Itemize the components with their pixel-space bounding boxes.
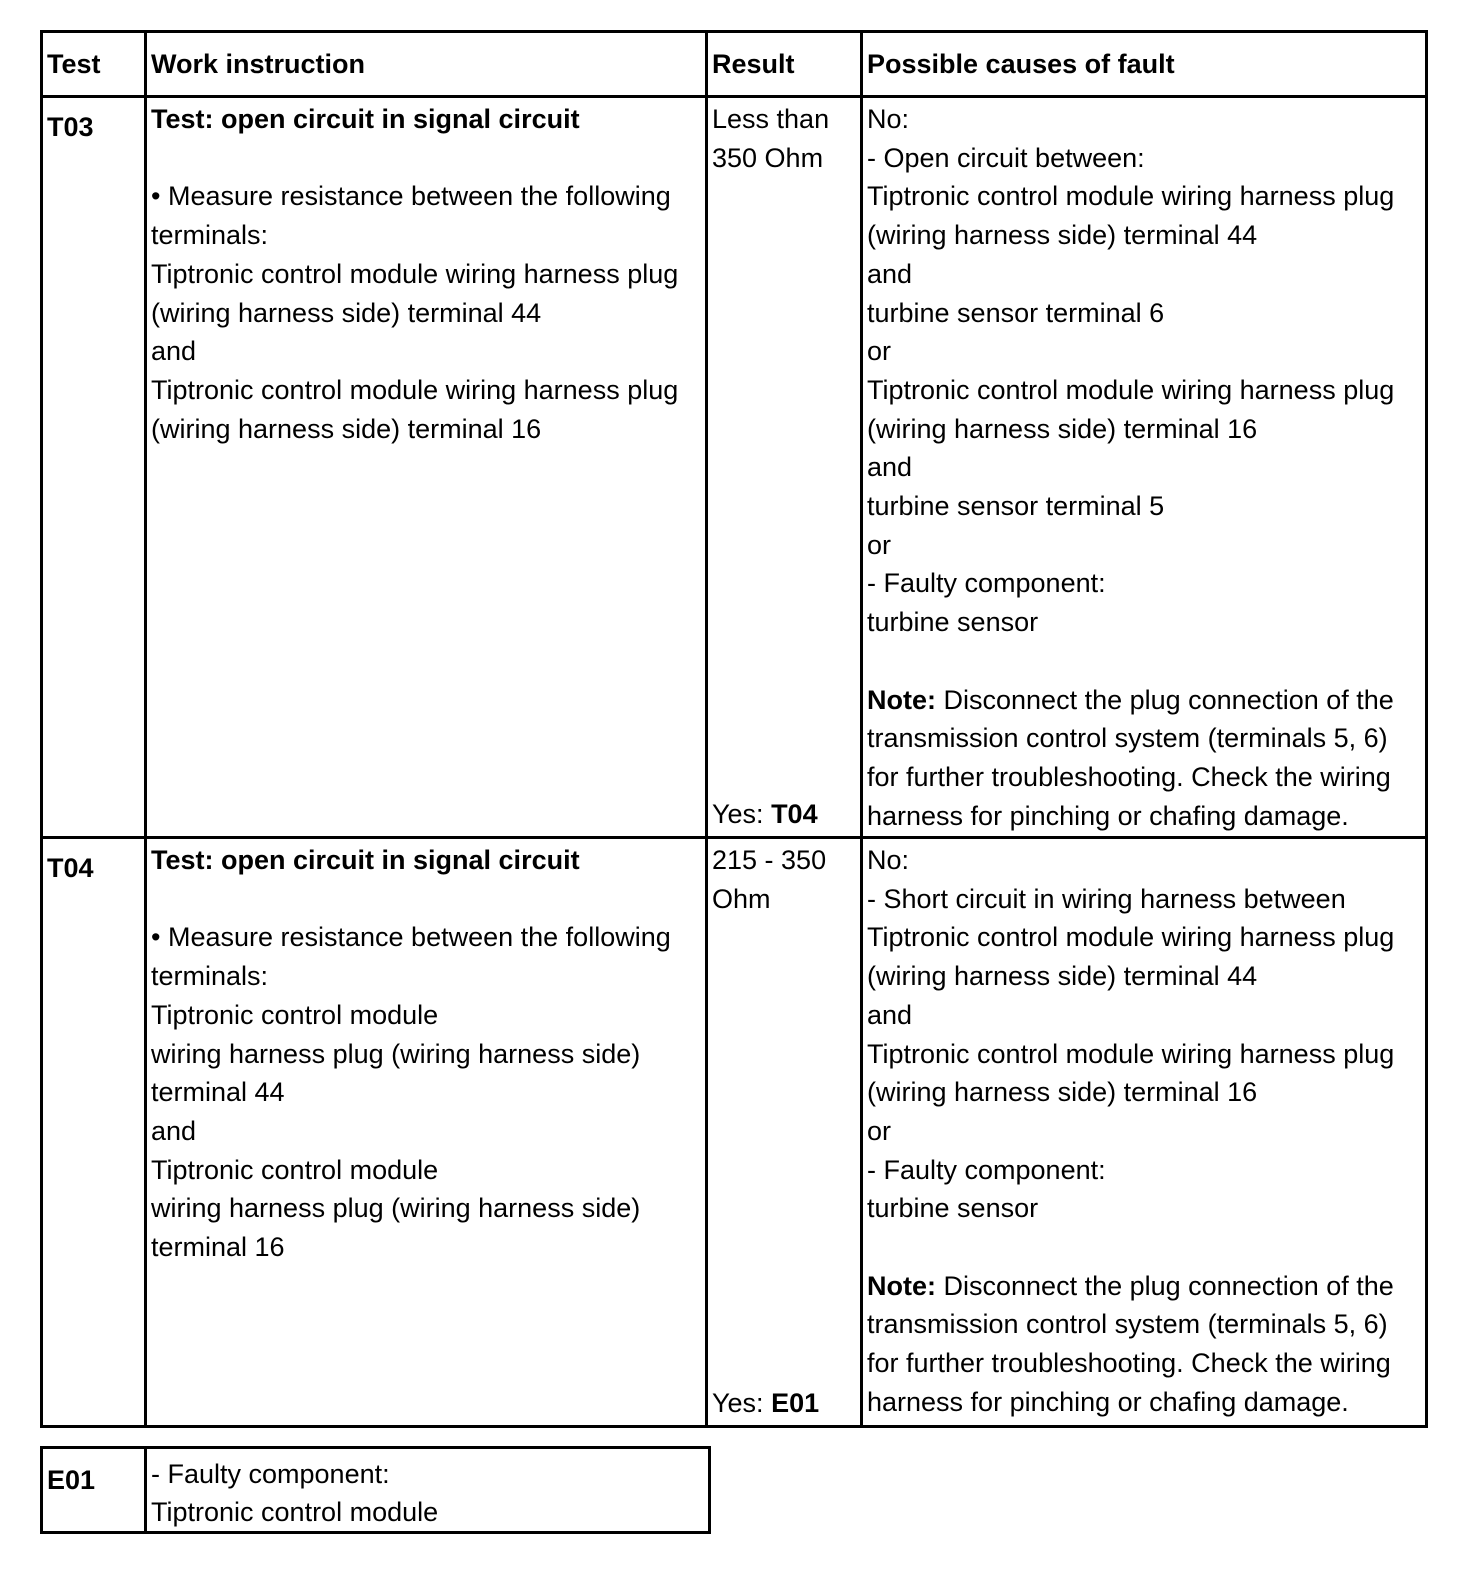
- cause-line: (wiring harness side) terminal 16: [867, 1077, 1258, 1108]
- spacer: [867, 642, 1421, 681]
- note-label: Note:: [867, 1270, 936, 1301]
- cause-line: Tiptronic control module wiring harness plug: [867, 1038, 1395, 1069]
- header-test: Test: [42, 32, 146, 97]
- instruction-title: Test: open circuit in signal circuit: [151, 845, 580, 875]
- note-line: harness for pinching or chafing damage.: [867, 800, 1349, 831]
- end-line: - Faulty component:: [151, 1459, 390, 1489]
- cause-line: turbine sensor: [867, 1193, 1039, 1224]
- note-line: [867, 1267, 1421, 1306]
- work-instruction-cell: [146, 97, 707, 838]
- result-line: Ohm: [712, 883, 771, 914]
- instruction-line: and: [151, 1115, 197, 1146]
- cause-line: turbine sensor terminal 5: [867, 491, 1165, 522]
- yes-next-step: [712, 1384, 819, 1423]
- instruction-line: (wiring harness side) terminal 44: [151, 297, 542, 328]
- test-code: T04: [42, 838, 146, 1427]
- table-row-t03: [42, 97, 1427, 838]
- instruction-line: (wiring harness side) terminal 16: [151, 413, 542, 444]
- spacer: [151, 139, 701, 178]
- yes-next-step: [712, 795, 818, 834]
- result-line: 215 - 350: [712, 845, 827, 875]
- end-line: Tiptronic control module: [151, 1497, 439, 1527]
- note-line: [867, 681, 1421, 720]
- note-label: Note:: [867, 684, 936, 715]
- header-work-instruction: Work instruction: [146, 32, 707, 97]
- yes-target: T04: [771, 799, 818, 830]
- note-line: for further troubleshooting. Check the wiring: [867, 761, 1391, 792]
- end-description-cell: [146, 1448, 710, 1533]
- possible-causes-cell: [862, 97, 1427, 838]
- cause-line: Tiptronic control module wiring harness plug: [867, 922, 1395, 953]
- possible-causes-cell: [862, 838, 1427, 1427]
- spacer: [151, 880, 701, 919]
- cause-line: - Short circuit in wiring harness between: [867, 883, 1346, 914]
- cause-line: (wiring harness side) terminal 16: [867, 413, 1258, 444]
- table-row-e01: [42, 1448, 710, 1533]
- instruction-line: Tiptronic control module wiring harness plug: [151, 374, 679, 405]
- instruction-line: wiring harness plug (wiring harness side): [151, 1193, 641, 1224]
- cause-line: (wiring harness side) terminal 44: [867, 961, 1258, 992]
- cause-line: - Faulty component:: [867, 1154, 1106, 1185]
- cause-line: - Open circuit between:: [867, 142, 1145, 173]
- instruction-line: Tiptronic control module: [151, 1154, 439, 1185]
- cause-line: turbine sensor terminal 6: [867, 297, 1165, 328]
- note-text: Disconnect the plug connection of the: [936, 1270, 1394, 1301]
- cause-line: No:: [867, 845, 910, 875]
- test-code: T03: [42, 97, 146, 838]
- note-line: harness for pinching or chafing damage.: [867, 1386, 1349, 1417]
- header-row: [42, 32, 1427, 97]
- cause-line: Tiptronic control module wiring harness plug: [867, 374, 1395, 405]
- spacer: [867, 1228, 1421, 1267]
- header-possible-causes: Possible causes of fault: [862, 32, 1427, 97]
- instruction-line: wiring harness plug (wiring harness side): [151, 1038, 641, 1069]
- instruction-line: • Measure resistance between the following: [151, 181, 671, 212]
- note-line: transmission control system (terminals 5, 6): [867, 723, 1388, 754]
- table-row-t04: [42, 838, 1427, 1427]
- diagnostic-table: [40, 30, 1428, 1428]
- note-text: Disconnect the plug connection of the: [936, 684, 1394, 715]
- cause-line: and: [867, 452, 913, 483]
- instruction-title: Test: open circuit in signal circuit: [151, 104, 580, 134]
- cause-line: Tiptronic control module wiring harness plug: [867, 181, 1395, 212]
- note-line: transmission control system (terminals 5, 6): [867, 1309, 1388, 1340]
- cause-line: (wiring harness side) terminal 44: [867, 220, 1258, 251]
- cause-line: - Faulty component:: [867, 568, 1106, 599]
- instruction-line: terminal 16: [151, 1232, 285, 1263]
- result-line: 350 Ohm: [712, 142, 824, 173]
- instruction-line: and: [151, 336, 197, 367]
- instruction-line: Tiptronic control module: [151, 999, 439, 1030]
- end-code: E01: [42, 1448, 146, 1533]
- note-line: for further troubleshooting. Check the wiring: [867, 1348, 1391, 1379]
- instruction-line: terminals:: [151, 961, 269, 992]
- result-cell: [707, 838, 862, 1427]
- cause-line: No:: [867, 104, 910, 134]
- yes-target: E01: [771, 1388, 820, 1419]
- cause-line: turbine sensor: [867, 607, 1039, 638]
- instruction-line: terminals:: [151, 220, 269, 251]
- work-instruction-cell: [146, 838, 707, 1427]
- result-cell: [707, 97, 862, 838]
- header-result: Result: [707, 32, 862, 97]
- yes-label: Yes:: [712, 799, 772, 830]
- yes-label: Yes:: [712, 1388, 772, 1419]
- instruction-line: • Measure resistance between the following: [151, 922, 671, 953]
- cause-line: and: [867, 999, 913, 1030]
- cause-line: or: [867, 529, 892, 560]
- instruction-line: Tiptronic control module wiring harness plug: [151, 258, 679, 289]
- result-line: Less than: [712, 104, 830, 134]
- cause-line: and: [867, 258, 913, 289]
- end-result-table: [40, 1446, 711, 1534]
- cause-line: or: [867, 336, 892, 367]
- instruction-line: terminal 44: [151, 1077, 285, 1108]
- cause-line: or: [867, 1115, 892, 1146]
